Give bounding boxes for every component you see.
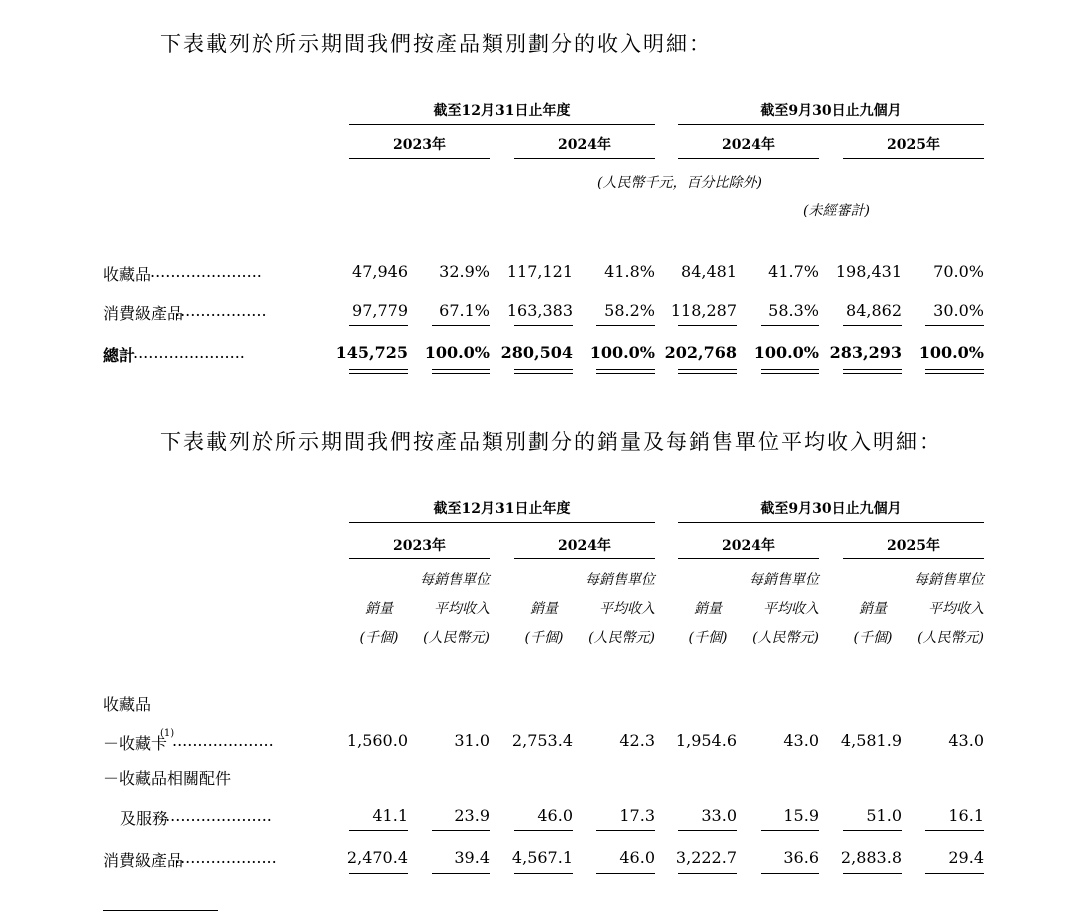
subtotal-rule	[514, 325, 573, 326]
cell-rule	[432, 830, 490, 831]
volume-header: 銷量	[694, 601, 722, 617]
header-rule	[349, 522, 655, 523]
total-rule	[596, 373, 655, 374]
year-header: 2024年	[558, 137, 611, 153]
avg-revenue-header: 平均收入	[763, 601, 819, 617]
row-label: －收藏卡	[103, 734, 168, 753]
table-cell: 84,862	[846, 301, 902, 320]
table-cell: 33.0	[701, 806, 737, 825]
table-cell: 58.3%	[768, 301, 819, 320]
year-header: 2024年	[558, 538, 611, 554]
cell-rule	[514, 830, 573, 831]
subtotal-rule	[349, 325, 408, 326]
table-cell: 4,581.9	[840, 731, 902, 750]
cell-rule	[596, 830, 655, 831]
year-header: 2024年	[722, 137, 775, 153]
table-cell: 198,431	[835, 262, 902, 281]
year-header: 2025年	[887, 137, 940, 153]
table-cell: 36.6	[783, 848, 819, 867]
period-header-year: 截至12月31日止年度	[433, 103, 571, 119]
cell-rule	[925, 873, 984, 874]
avg-revenue-header: 每銷售單位	[749, 572, 819, 588]
leader-dots: ....................	[172, 731, 274, 750]
subtotal-rule	[761, 325, 819, 326]
avg-revenue-unit: (人民幣元)	[752, 630, 819, 646]
year-rule	[843, 158, 984, 159]
year-rule	[349, 558, 490, 559]
avg-revenue-header: 每銷售單位	[585, 572, 655, 588]
table-cell: 29.4	[948, 848, 984, 867]
year-header: 2023年	[393, 538, 446, 554]
cell-rule	[925, 830, 984, 831]
table-cell: 46.0	[619, 848, 655, 867]
subtotal-rule	[925, 325, 984, 326]
volume-header: 銷量	[530, 601, 558, 617]
cell-rule	[349, 873, 408, 874]
cell-rule	[843, 830, 902, 831]
table-cell: 100.0%	[753, 343, 819, 362]
total-rule	[514, 373, 573, 374]
table-cell: 17.3	[619, 806, 655, 825]
table-cell: 1,560.0	[346, 731, 408, 750]
table-cell: 30.0%	[933, 301, 984, 320]
table-cell: 39.4	[454, 848, 490, 867]
table-cell: 3,222.7	[675, 848, 737, 867]
table-cell: 51.0	[866, 806, 902, 825]
table-cell: 70.0%	[933, 262, 984, 281]
subtotal-rule	[678, 325, 737, 326]
intro-volume-breakdown: 下表載列於所示期間我們按產品類別劃分的銷量及每銷售單位平均收入明細：	[160, 430, 942, 454]
table-cell: 100.0%	[589, 343, 655, 362]
table-cell: 32.9%	[439, 262, 490, 281]
cell-rule	[349, 830, 408, 831]
year-header: 2023年	[393, 137, 446, 153]
total-rule	[432, 373, 490, 374]
year-rule	[349, 158, 490, 159]
total-rule	[761, 373, 819, 374]
leader-dots: ..................	[175, 301, 267, 320]
footnote-ref: (1)	[160, 728, 175, 739]
volume-unit: (千個)	[359, 630, 399, 646]
table-cell: 31.0	[454, 731, 490, 750]
table-cell: 16.1	[948, 806, 984, 825]
table-cell: 202,768	[664, 343, 737, 362]
avg-revenue-header: 平均收入	[434, 601, 490, 617]
year-rule	[843, 558, 984, 559]
table-cell: 100.0%	[424, 343, 490, 362]
table-cell: 100.0%	[918, 343, 984, 362]
row-label: 總計	[103, 346, 136, 365]
total-rule	[349, 369, 408, 370]
header-rule	[678, 124, 984, 125]
leader-dots: ......................	[150, 262, 262, 281]
total-rule	[678, 373, 737, 374]
table-cell: 2,883.8	[840, 848, 902, 867]
table-cell: 2,753.4	[511, 731, 573, 750]
cell-rule	[843, 873, 902, 874]
avg-revenue-header: 每銷售單位	[914, 572, 984, 588]
period-header-nine-months: 截至9月30日止九個月	[760, 103, 902, 119]
table-cell: 97,779	[352, 301, 408, 320]
avg-revenue-header: 平均收入	[928, 601, 984, 617]
total-rule	[843, 369, 902, 370]
table-cell: 1,954.6	[675, 731, 737, 750]
year-header: 2025年	[887, 538, 940, 554]
total-rule	[349, 373, 408, 374]
table-cell: 145,725	[335, 343, 408, 362]
table-cell: 118,287	[670, 301, 737, 320]
row-label: 收藏品	[103, 265, 152, 284]
table-cell: 2,470.4	[346, 848, 408, 867]
row-label: －收藏品相關配件	[103, 769, 232, 788]
total-rule	[678, 369, 737, 370]
table-cell: 41.7%	[768, 262, 819, 281]
table-cell: 41.1	[372, 806, 408, 825]
cell-rule	[678, 873, 737, 874]
table-cell: 46.0	[537, 806, 573, 825]
table-cell: 23.9	[454, 806, 490, 825]
period-header-year: 截至12月31日止年度	[433, 501, 571, 517]
table-cell: 41.8%	[604, 262, 655, 281]
table-cell: 47,946	[352, 262, 408, 281]
subtotal-rule	[843, 325, 902, 326]
avg-revenue-unit: (人民幣元)	[423, 630, 490, 646]
avg-revenue-unit: (人民幣元)	[588, 630, 655, 646]
year-rule	[678, 158, 819, 159]
table-cell: 15.9	[783, 806, 819, 825]
table-cell: 67.1%	[439, 301, 490, 320]
total-rule	[761, 369, 819, 370]
header-rule	[349, 124, 655, 125]
table-cell: 117,121	[506, 262, 573, 281]
table-cell: 163,383	[506, 301, 573, 320]
year-rule	[678, 558, 819, 559]
total-rule	[596, 369, 655, 370]
cell-rule	[596, 873, 655, 874]
table-cell: 283,293	[829, 343, 902, 362]
leader-dots: ......................	[160, 806, 272, 825]
intro-revenue-breakdown: 下表載列於所示期間我們按產品類別劃分的收入明細：	[160, 32, 712, 56]
year-header: 2024年	[722, 538, 775, 554]
avg-revenue-header: 平均收入	[599, 601, 655, 617]
total-rule	[514, 369, 573, 370]
header-rule	[678, 522, 984, 523]
total-rule	[432, 369, 490, 370]
row-label: 及服務	[120, 809, 169, 828]
avg-revenue-header: 每銷售單位	[420, 572, 490, 588]
total-rule	[843, 373, 902, 374]
currency-note: (人民幣千元，百分比除外)	[597, 175, 762, 191]
table-cell: 4,567.1	[511, 848, 573, 867]
table-cell: 58.2%	[604, 301, 655, 320]
volume-header: 銷量	[859, 601, 887, 617]
year-rule	[514, 558, 655, 559]
table-cell: 42.3	[619, 731, 655, 750]
leader-dots: ....................	[175, 848, 277, 867]
volume-header: 銷量	[365, 601, 393, 617]
period-header-nine-months: 截至9月30日止九個月	[760, 501, 902, 517]
total-rule	[925, 369, 984, 370]
avg-revenue-unit: (人民幣元)	[917, 630, 984, 646]
cell-rule	[432, 873, 490, 874]
section-label-collectibles: 收藏品	[103, 695, 152, 714]
volume-unit: (千個)	[853, 630, 893, 646]
row-label: 消費級產品	[103, 851, 184, 870]
table-cell: 84,481	[681, 262, 737, 281]
leader-dots: ......................	[133, 343, 245, 362]
total-rule	[925, 373, 984, 374]
subtotal-rule	[432, 325, 490, 326]
year-rule	[514, 158, 655, 159]
table-cell: 43.0	[948, 731, 984, 750]
row-label: 消費級產品	[103, 304, 184, 323]
subtotal-rule	[596, 325, 655, 326]
cell-rule	[761, 873, 819, 874]
cell-rule	[761, 830, 819, 831]
table-cell: 43.0	[783, 731, 819, 750]
cell-rule	[514, 873, 573, 874]
footnote-rule	[103, 910, 218, 911]
unaudited-note: (未經審計)	[803, 203, 870, 219]
volume-unit: (千個)	[524, 630, 564, 646]
volume-unit: (千個)	[688, 630, 728, 646]
cell-rule	[678, 830, 737, 831]
table-cell: 280,504	[500, 343, 573, 362]
